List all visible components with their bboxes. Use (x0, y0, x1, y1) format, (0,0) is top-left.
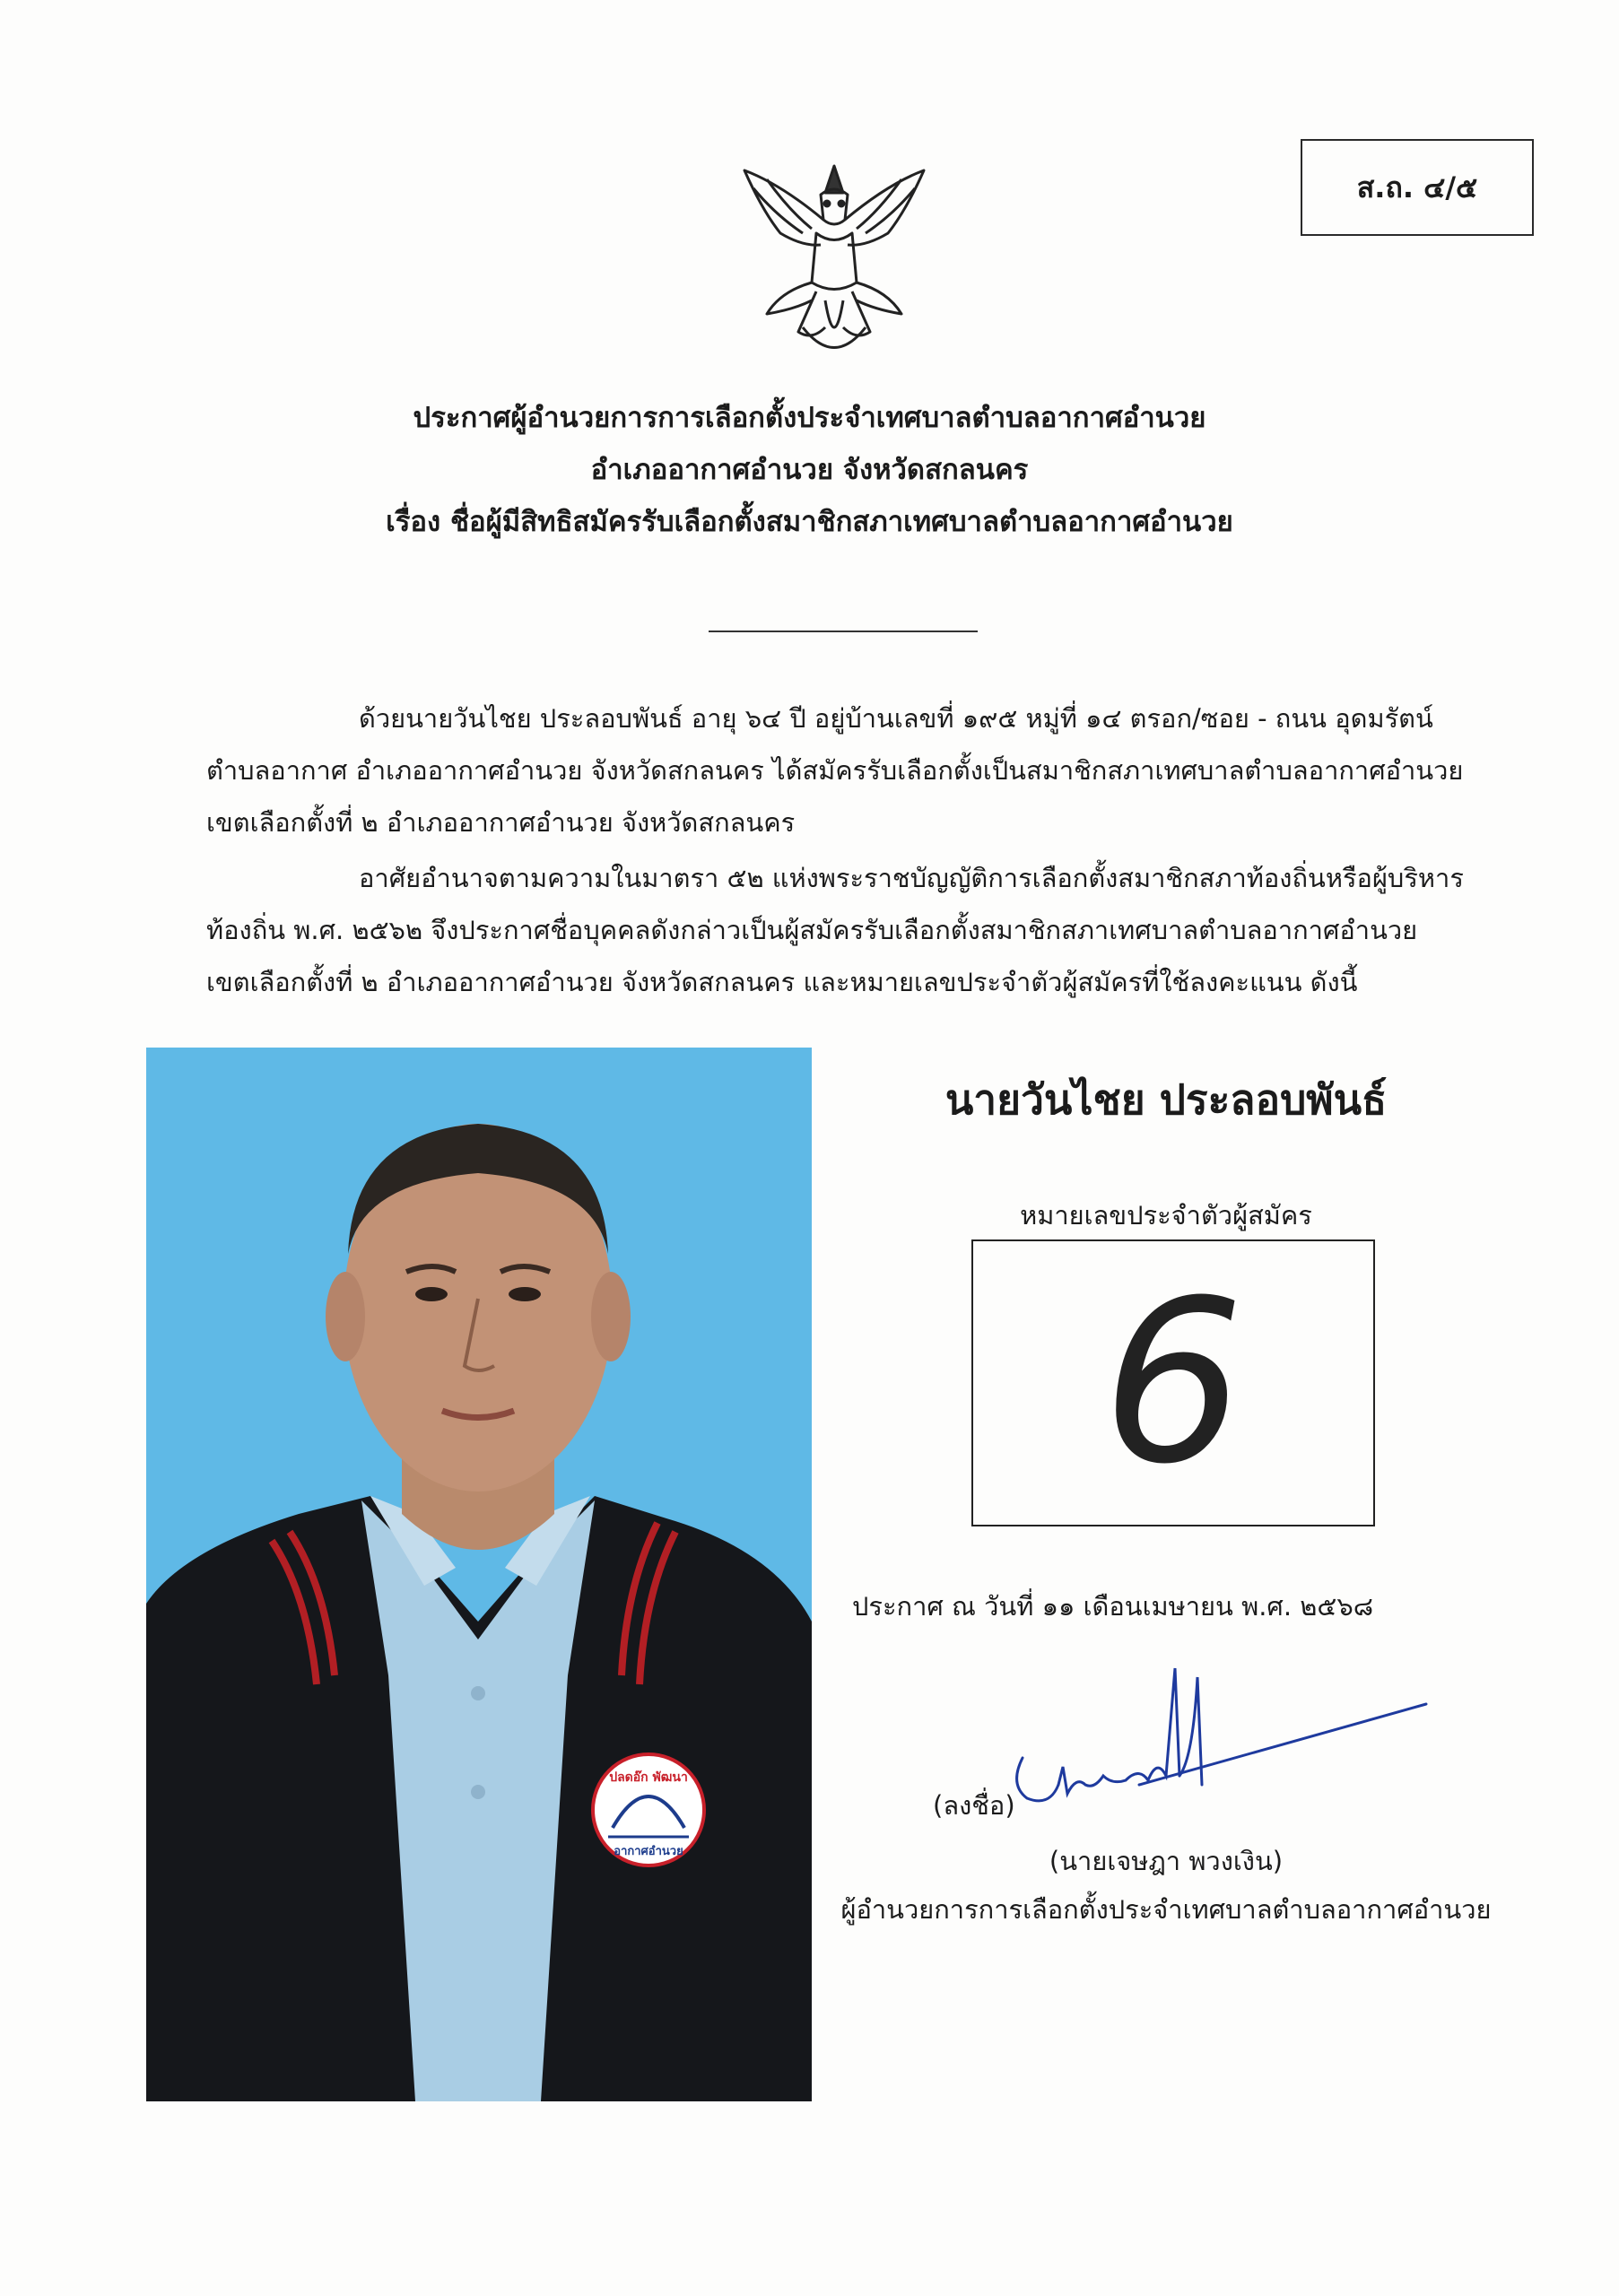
candidate-name: นายวันไชย ประลอบพันธ์ (944, 1075, 1388, 1124)
candidate-number: 6 (1101, 1252, 1245, 1513)
body-paragraph-1 (206, 692, 1471, 848)
form-code-box (1301, 139, 1534, 236)
header-line-3: เรื่อง ชื่อผู้มีสิทธิสมัครรับเลือกตั้งสมาชิกสภาเทศบาลตำบลอากาศอำนวย (386, 506, 1233, 538)
signature-icon (1005, 1650, 1435, 1830)
badge-top-text: ปลดอ๊ก พัฒนา (609, 1770, 688, 1785)
paragraph-line: เขตเลือกตั้งที่ ๒ อำเภออากาศอำนวย จังหวัดสกลนคร และหมายเลขประจำตัวผู้สมัครที่ใช้ลงคะแนน ดังนี้ (206, 967, 1358, 997)
garuda-emblem-icon (727, 148, 942, 368)
paragraph-line: ด้วยนายวันไชย ประลอบพันธ์ อายุ ๖๔ ปี อยู่บ้านเลขที่ ๑๙๕ หมู่ที่ ๑๔ ตรอก/ซอย - ถนน อุดมรัตน์ (359, 703, 1433, 734)
header-divider (709, 631, 978, 632)
candidate-photo (146, 1048, 812, 2101)
candidate-number-label: หมายเลขประจำตัวผู้สมัคร (1020, 1200, 1312, 1231)
signer-name: (นายเจษฎา พวงเงิน) (1049, 1846, 1284, 1876)
candidate-number-box (971, 1239, 1375, 1526)
signer-title: ผู้อำนวยการการเลือกตั้งประจำเทศบาลตำบลอากาศอำนวย (840, 1894, 1492, 1925)
announcement-date: ประกาศ ณ วันที่ ๑๑ เดือนเมษายน พ.ศ. ๒๕๖๘ (852, 1591, 1374, 1622)
badge-bottom-text: อากาศอำนวย (614, 1845, 683, 1858)
paragraph-line: เขตเลือกตั้งที่ ๒ อำเภออากาศอำนวย จังหวัดสกลนคร (206, 807, 796, 838)
paragraph-line: ตำบลอากาศ อำเภออากาศอำนวย จังหวัดสกลนคร ได้สมัครรับเลือกตั้งเป็นสมาชิกสภาเทศบาลตำบลอากาศอำนวย (206, 755, 1464, 786)
body-paragraph-2 (206, 852, 1471, 1008)
paragraph-line: ท้องถิ่น พ.ศ. ๒๕๖๒ จึงประกาศชื่อบุคคลดังกล่าวเป็นผู้สมัครรับเลือกตั้งสมาชิกสภาเทศบาลตำบลอากาศอำนวย (206, 915, 1418, 945)
form-code: ส.ถ. ๔/๕ (1356, 170, 1478, 204)
paragraph-line: อาศัยอำนาจตามความในมาตรา ๕๒ แห่งพระราชบัญญัติการเลือกตั้งสมาชิกสภาท้องถิ่นหรือผู้บริหาร (359, 863, 1464, 893)
signature-label: (ลงชื่อ) (933, 1790, 1015, 1821)
header-line-2: อำเภออากาศอำนวย จังหวัดสกลนคร (590, 454, 1029, 486)
header-line-1: ประกาศผู้อำนวยการการเลือกตั้งประจำเทศบาลตำบลอากาศอำนวย (413, 402, 1206, 434)
candidate-portrait (146, 1048, 812, 2101)
